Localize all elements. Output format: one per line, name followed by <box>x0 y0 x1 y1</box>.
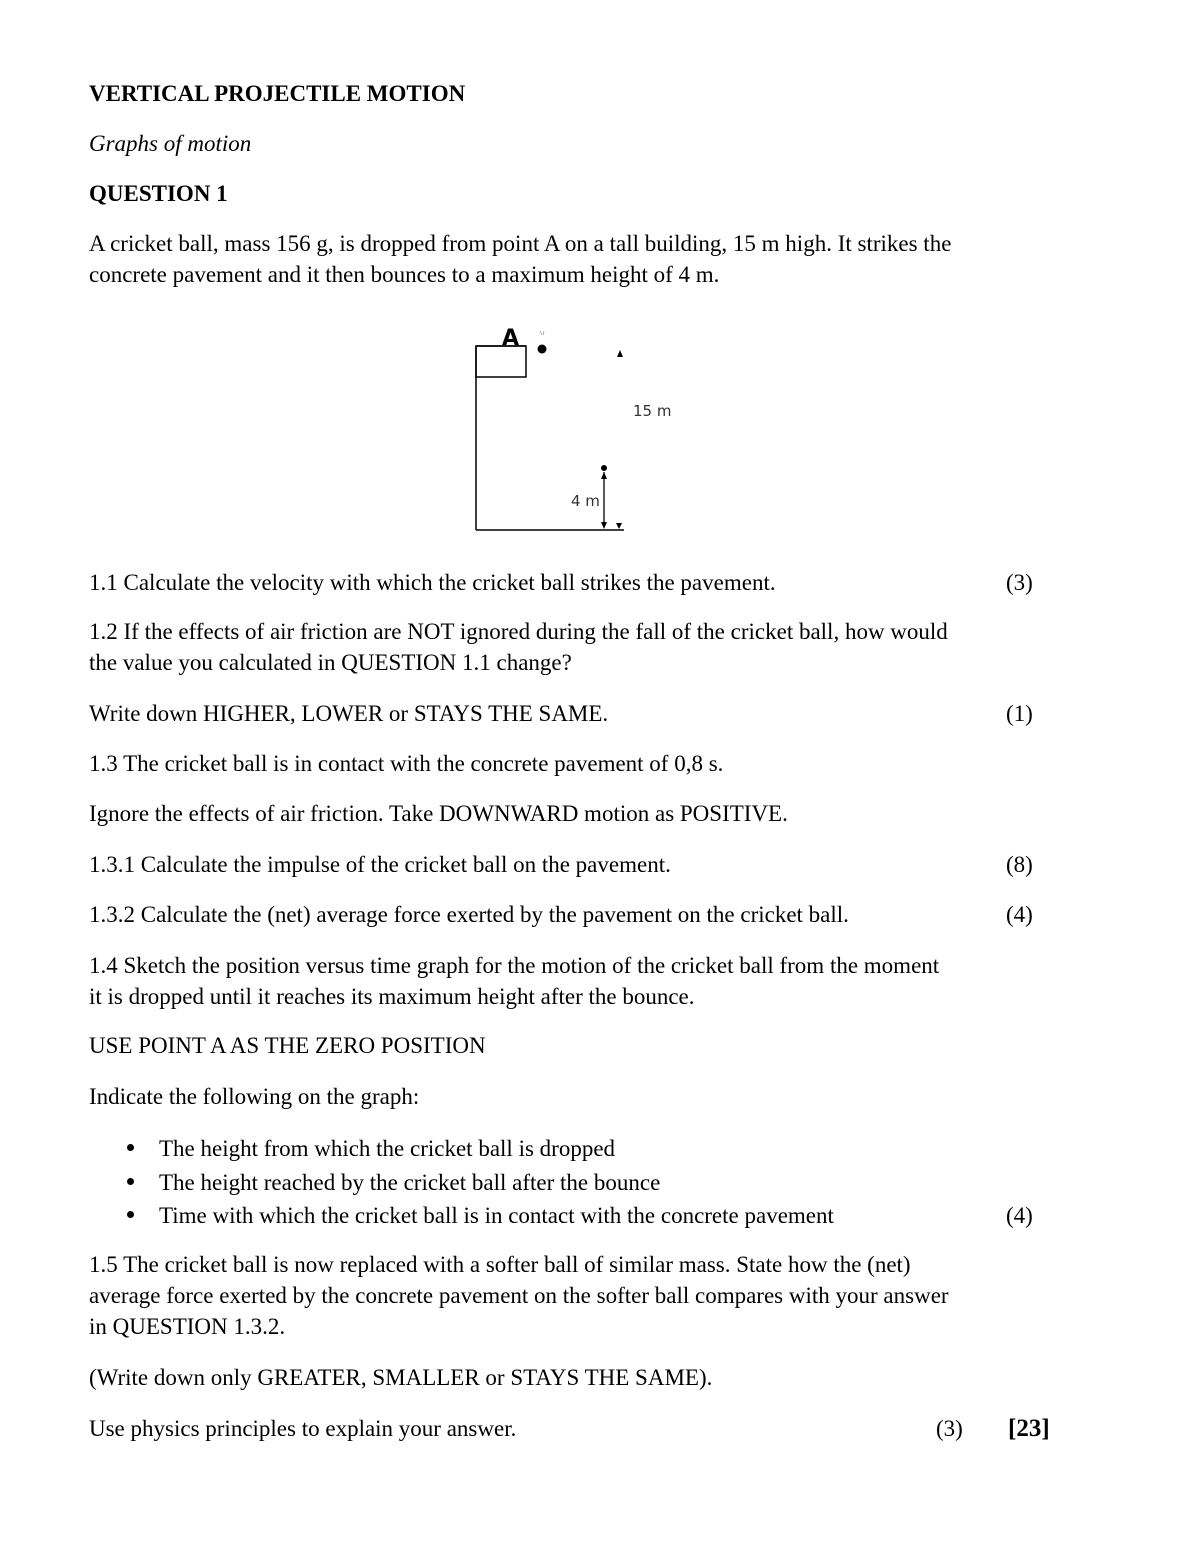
question-1-3-note: Ignore the effects of air friction. Take DOWNWARD motion as POSITIVE. <box>89 801 788 826</box>
question-1-5-line-1: 1.5 The cricket ball is now replaced with a softer ball of similar mass. State how the (net) <box>89 1252 911 1277</box>
question-1-4-zero-note: USE POINT A AS THE ZERO POSITION <box>89 1033 486 1058</box>
height-arrow-top <box>617 350 623 357</box>
intro-line-1: A cricket ball, mass 156 g, is dropped from point A on a tall building, 15 m high. It strikes the <box>89 231 952 256</box>
question-1-2-line-1: 1.2 If the effects of air friction are NOT ignored during the fall of the cricket ball, how would <box>89 619 948 644</box>
question-1-4-line-1: 1.4 Sketch the position versus time graph for the motion of the cricket ball from the moment <box>89 953 940 978</box>
bullet-item-1: The height from which the cricket ball is dropped <box>159 1136 616 1161</box>
bounce-label: 4 m <box>571 492 600 510</box>
marks-1-5: (3) <box>936 1416 963 1441</box>
marks-1-2: (1) <box>1006 701 1033 726</box>
marks-1-4: (4) <box>1006 1203 1033 1228</box>
marks-1-3-1: (8) <box>1006 852 1033 877</box>
question-1-3-2: 1.3.2 Calculate the (net) average force exerted by the pavement on the cricket ball. <box>89 902 849 927</box>
marks-1-3-2: (4) <box>1006 902 1033 927</box>
bullet-3 <box>127 1211 134 1218</box>
marks-1-1: (3) <box>1006 570 1033 595</box>
bullet-1 <box>127 1144 134 1151</box>
point-a-label: A <box>502 326 520 351</box>
height-label: 15 m <box>633 402 672 420</box>
question-1-2-line-2: the value you calculated in QUESTION 1.1 change? <box>89 650 572 675</box>
question-1-2-instruction: Write down HIGHER, LOWER or STAYS THE SAME. <box>89 701 609 726</box>
worksheet-heading: VERTICAL PROJECTILE MOTION <box>89 81 466 106</box>
intro-line-2: concrete pavement and it then bounces to a maximum height of 4 m. <box>89 262 720 287</box>
bullet-item-3: Time with which the cricket ball is in contact with the concrete pavement <box>159 1203 834 1228</box>
question-1-5-explain: Use physics principles to explain your answer. <box>89 1416 517 1441</box>
ball-at-bounce-height <box>601 465 607 471</box>
question-1-4-indicate: Indicate the following on the graph: <box>89 1084 420 1109</box>
question-title: QUESTION 1 <box>89 181 228 206</box>
question-1-5-instruction: (Write down only GREATER, SMALLER or STAYS THE SAME). <box>89 1365 713 1390</box>
question-1-3-1: 1.3.1 Calculate the impulse of the cricket ball on the pavement. <box>89 852 671 877</box>
question-1-4-line-2: it is dropped until it reaches its maximum height after the bounce. <box>89 984 695 1009</box>
question-1-5-line-3: in QUESTION 1.3.2. <box>89 1314 286 1339</box>
ball-at-a <box>538 345 547 354</box>
total-marks: [23] <box>1008 1415 1050 1442</box>
bullet-item-2: The height reached by the cricket ball after the bounce <box>159 1170 661 1195</box>
question-1-5-line-2: average force exerted by the concrete pavement on the softer ball compares with your answer <box>89 1283 949 1308</box>
question-1-3: 1.3 The cricket ball is in contact with the concrete pavement of 0,8 s. <box>89 751 724 776</box>
bullet-2 <box>127 1178 134 1185</box>
building-diagram <box>460 318 690 538</box>
worksheet-subheading: Graphs of motion <box>89 131 252 156</box>
question-1-1: 1.1 Calculate the velocity with which the cricket ball strikes the pavement. <box>89 570 776 595</box>
